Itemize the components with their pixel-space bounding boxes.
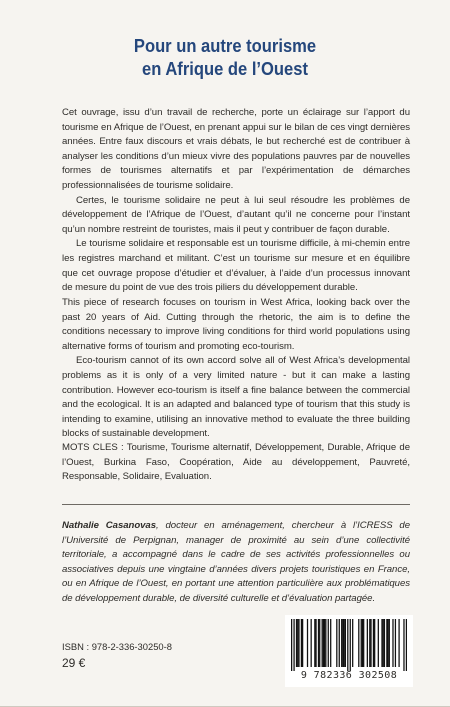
barcode-bar	[328, 619, 329, 667]
english-summary	[62, 296, 410, 442]
author-name: Nathalie Casanovas	[62, 520, 157, 531]
barcode-bar	[369, 619, 370, 667]
divider	[62, 504, 410, 505]
french-paragraph-1: Cet ouvrage, issu d’un travail de recherche, porte un éclairage sur l’apport du tourisme en Afrique de l’Ouest, en prenant appui sur le bilan de ces vingt dernières années. Entre faux discours et vrais débats, le but recherché est de contribuer à analyser les conditions d’un mieux vivre des populations pauvres par de nouvelles formes de tourismes alternatifs et par l’expérimentation de démarches professionnalisées de tourisme solidaire.	[62, 107, 410, 191]
barcode-bar	[378, 619, 379, 667]
barcode-bar	[307, 619, 308, 667]
french-summary	[62, 106, 410, 296]
author-bio-text: , docteur en aménagement, chercheur à l’ICRESS de l’Université de Perpignan, manager de proximité au sein d’une collectivité territoriale, a accompagné dans le cadre de ses activités professionnelles ou associatives depuis une vingtaine d’années divers projets touristiques en France, ou en Afrique de l’Ouest, en portant une attention particulière aux problématiques de développement durable, de diversité culturelle et d’évaluation partagée.	[62, 520, 411, 604]
barcode-bar	[362, 619, 363, 667]
title-line-1: Pour un autre tourisme	[133, 36, 317, 56]
barcode-bar	[392, 619, 393, 667]
french-paragraph-3: Le tourisme solidaire et responsable est un tourisme difficile, à mi-chemin entre les registres marchand et militant. C’est un tourisme sur mesure et en équilibre que cet ouvrage propose d’étudier et d’évaluer, à l’aide d’un processus innovant de mesure du point de vue des trois piliers du développement durable.	[62, 238, 410, 294]
barcode-bar	[301, 619, 302, 667]
barcode-bar	[383, 619, 384, 667]
barcode-bar	[342, 619, 343, 667]
barcode-bar	[367, 619, 368, 667]
isbn: ISBN : 978-2-336-30250-8	[62, 641, 172, 652]
barcode-bar	[330, 619, 331, 667]
barcode-bar	[293, 619, 294, 671]
english-paragraph-1: This piece of research focuses on tourism in West Africa, looking back over the past 20 years of Aid. Cutting through the rhetoric, the aim is to define the conditions necessary to improve living conditions for third world populations using alternative forms of tourism and promoting eco-tourism.	[62, 297, 410, 352]
barcode	[285, 615, 413, 687]
barcode-bar	[311, 619, 312, 667]
barcode-bar	[403, 619, 404, 671]
french-paragraph-2: Certes, le tourisme solidaire ne peut à lui seul résoudre les problèmes de développement de l’Afrique de l’Ouest, d’autant qu’il ne concerne pour l’instant qu’un nombre restreint de touristes, mais il peut y contribuer de façon durable.	[62, 194, 410, 235]
english-paragraph-2: Eco-tourism cannot of its own accord solve all of West Africa’s developmental problems as it is only of a very limited nature - but it can make a lasting contribution. However eco-tourism is itself a fine balance between the commercial and the ecological. It is an adapted and balanced type of tourism that this study is intending to examine, utilising an innovative method to evaluate the three building blocks of sustainable development.	[62, 355, 410, 440]
barcode-bar	[387, 619, 388, 667]
barcode-bar	[370, 619, 371, 667]
barcode-bar	[325, 619, 326, 667]
price: 29 €	[62, 656, 86, 670]
barcode-bar	[324, 619, 325, 667]
keywords	[62, 441, 410, 485]
barcode-bar	[302, 619, 303, 667]
barcode-bar	[341, 619, 342, 667]
barcode-bar	[319, 619, 320, 667]
barcode-bar	[406, 619, 407, 671]
barcode-bar	[384, 619, 385, 667]
barcode-bar	[374, 619, 375, 667]
barcode-bars	[291, 619, 407, 671]
author-bio	[62, 519, 410, 607]
keywords-text: MOTS CLES : Tourisme, Tourisme alternatif, Développement, Durable, Afrique de l’Ouest, Burkina Faso, Coopération, Aide au développement, Pauvreté, Responsable, Solidaire, Evaluation.	[62, 442, 410, 483]
book-title	[18, 35, 432, 81]
barcode-bar	[297, 619, 298, 667]
barcode-bar	[389, 619, 390, 667]
barcode-bar	[350, 619, 351, 671]
barcode-bar	[395, 619, 396, 667]
barcode-bar	[323, 619, 324, 667]
barcode-bar	[298, 619, 299, 667]
barcode-bar	[347, 619, 348, 671]
barcode-bar	[339, 619, 340, 667]
author-paragraph	[62, 519, 410, 607]
barcode-bar	[344, 619, 345, 667]
barcode-bar	[314, 619, 315, 667]
barcode-bar	[398, 619, 399, 667]
barcode-bar	[318, 619, 319, 667]
barcode-bar	[373, 619, 374, 667]
barcode-bar	[386, 619, 387, 667]
barcode-digits: 9 782336 302508	[300, 670, 398, 681]
barcode-bar	[291, 619, 292, 671]
title-line-2: en Afrique de l’Ouest	[142, 59, 308, 79]
barcode-bar	[322, 619, 323, 667]
barcode-bar	[336, 619, 337, 667]
barcode-bar	[361, 619, 362, 667]
barcode-bar	[315, 619, 316, 667]
barcode-bar	[296, 619, 297, 667]
barcode-bar	[358, 619, 359, 667]
barcode-bar	[381, 619, 382, 667]
barcode-bar	[352, 619, 353, 667]
barcode-bar	[363, 619, 364, 667]
barcode-bar	[345, 619, 346, 667]
